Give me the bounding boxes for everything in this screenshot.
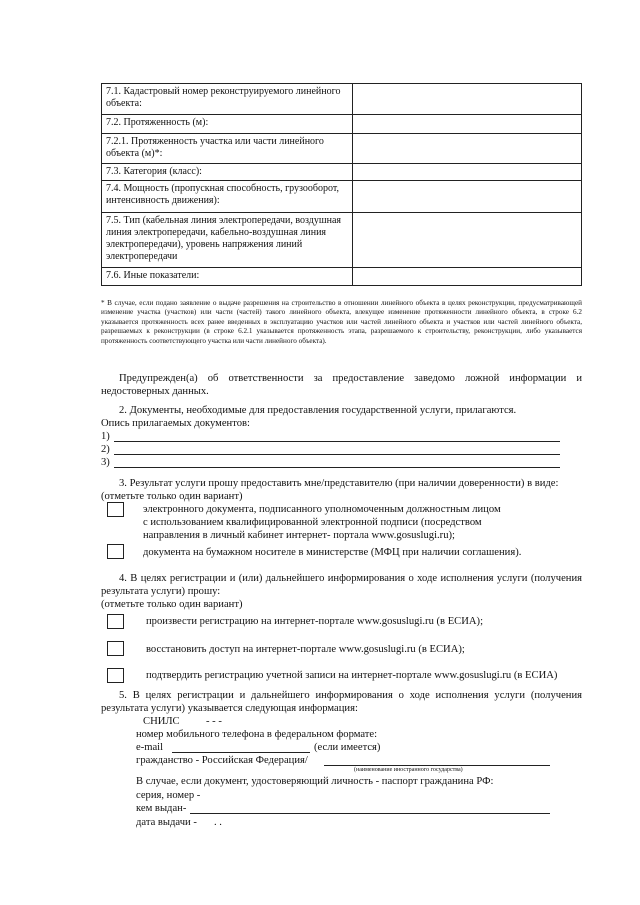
table-row	[102, 268, 582, 286]
confirm-registration-label: подтвердить регистрацию учетной записи на интернет-портале www.gosuslugi.ru (в ЕСИА)	[146, 670, 558, 681]
table-row	[102, 134, 582, 164]
row-value-field[interactable]	[352, 115, 581, 134]
citizenship-note: (наименование иностранного государства)	[354, 767, 463, 773]
passport-label: В случае, если документ, удостоверяющий личность - паспорт гражданина РФ:	[136, 776, 494, 787]
passport-series-label: серия, номер -	[136, 790, 201, 801]
row-value-field[interactable]	[352, 84, 581, 115]
row-value-field[interactable]	[352, 213, 581, 268]
result-electronic-label: электронного документа, подписанного уполномоченным должностным лицом	[143, 504, 501, 515]
result-electronic-label: направления в личный кабинет интернет- портала www.gosuslugi.ru);	[143, 530, 455, 541]
email-field[interactable]	[172, 752, 310, 753]
document-item-number: 3)	[101, 457, 110, 468]
snils-label: СНИЛС	[143, 716, 180, 727]
restore-access-checkbox[interactable]	[107, 641, 124, 656]
document-item-field[interactable]	[114, 454, 560, 455]
document-item-field[interactable]	[114, 441, 560, 442]
issue-date-label: дата выдачи -	[136, 817, 197, 828]
document-item-field[interactable]	[114, 467, 560, 468]
row-label: 7.2. Протяженность (м):	[102, 115, 353, 134]
snils-field[interactable]: - - -	[206, 716, 222, 727]
row-label: 7.1. Кадастровый номер реконструируемого линейного объекта:	[102, 84, 353, 115]
row-label: 7.3. Категория (класс):	[102, 164, 353, 181]
register-label: произвести регистрацию на интернет-портале www.gosuslugi.ru (в ЕСИА);	[146, 616, 484, 627]
footnote: * В случае, если подано заявление о выдаче разрешения на строительство в отношении линейного объекта в целях реконструкции, предусматривающей изменение участка (участков) или части (частей) такого линейного объекта, влекущее изменение протяженности линейного объекта, в строке 6.2 указывается протяженность всех ранее введенных в эксплуатацию участков или частей линейного объекта и участков или частей линейного объекта, разрешаемых к реконструкции (в строке 6.2.1 указывается протяженность этапа, разрешаемого к строительству, реконструкции, либо указывается протяженность соответствующего участка или части линейного объекта).	[101, 299, 582, 345]
email-optional-note: (если имеется)	[314, 742, 381, 753]
table-row	[102, 213, 582, 268]
section2-title: 2. Документы, необходимые для предоставления государственной услуги, прилагаются.	[119, 405, 517, 416]
row-label: 7.6. Иные показатели:	[102, 268, 353, 286]
issued-by-field[interactable]	[190, 813, 550, 814]
row-value-field[interactable]	[352, 134, 581, 164]
row-value-field[interactable]	[352, 181, 581, 213]
issued-by-label: кем выдан-	[136, 803, 187, 814]
responsibility-warning: Предупрежден(а) об ответственности за предоставление заведомо ложной информации и недостоверных данных.	[101, 373, 582, 397]
email-label: e-mail	[136, 742, 164, 753]
result-electronic-checkbox[interactable]	[107, 502, 124, 517]
table-row	[102, 181, 582, 213]
citizenship-label: гражданство - Российская Федерация/	[136, 755, 308, 766]
document-item-number: 1)	[101, 431, 110, 442]
row-label: 7.2.1. Протяженность участка или части линейного объекта (м)*:	[102, 134, 353, 164]
row-label: 7.4. Мощность (пропускная способность, грузооборот, интенсивность движения):	[102, 181, 353, 213]
table-row	[102, 115, 582, 134]
object-characteristics-table	[101, 83, 582, 286]
section3-title: 3. Результат услуги прошу предоставить мне/представителю (при наличии доверенности) в виде:	[119, 478, 559, 489]
citizenship-field[interactable]	[324, 765, 550, 766]
row-label: 7.5. Тип (кабельная линия электропередачи, воздушная линия электропередачи, кабельно-воздушная линия электропередачи), уровень напряжения линий электропередачи	[102, 213, 353, 268]
documents-list-title: Опись прилагаемых документов:	[101, 418, 250, 429]
restore-access-label: восстановить доступ на интернет-портале www.gosuslugi.ru (в ЕСИА);	[146, 644, 465, 655]
section4-title: 4. В целях регистрации и (или) дальнейшего информирования о ходе исполнения услуги (получения результата услуги) прошу:	[101, 573, 582, 597]
row-value-field[interactable]	[352, 164, 581, 181]
section4-hint: (отметьте только один вариант)	[101, 599, 243, 610]
section3-hint: (отметьте только один вариант)	[101, 491, 243, 502]
issue-date-field[interactable]: . .	[214, 817, 222, 828]
document-item-number: 2)	[101, 444, 110, 455]
result-paper-checkbox[interactable]	[107, 544, 124, 559]
table-row	[102, 164, 582, 181]
phone-label: номер мобильного телефона в федеральном формате:	[136, 729, 378, 740]
result-paper-label: документа на бумажном носителе в министерстве (МФЦ при наличии соглашения).	[143, 547, 522, 558]
result-electronic-label: с использованием квалифицированной электронной подписи (посредством	[143, 517, 482, 528]
table-row	[102, 84, 582, 115]
row-value-field[interactable]	[352, 268, 581, 286]
section5-title: 5. В целях регистрации и дальнейшего информирования о ходе исполнения услуги (получения результата услуги) указывается следующая информация:	[101, 690, 582, 714]
register-checkbox[interactable]	[107, 614, 124, 629]
confirm-registration-checkbox[interactable]	[107, 668, 124, 683]
